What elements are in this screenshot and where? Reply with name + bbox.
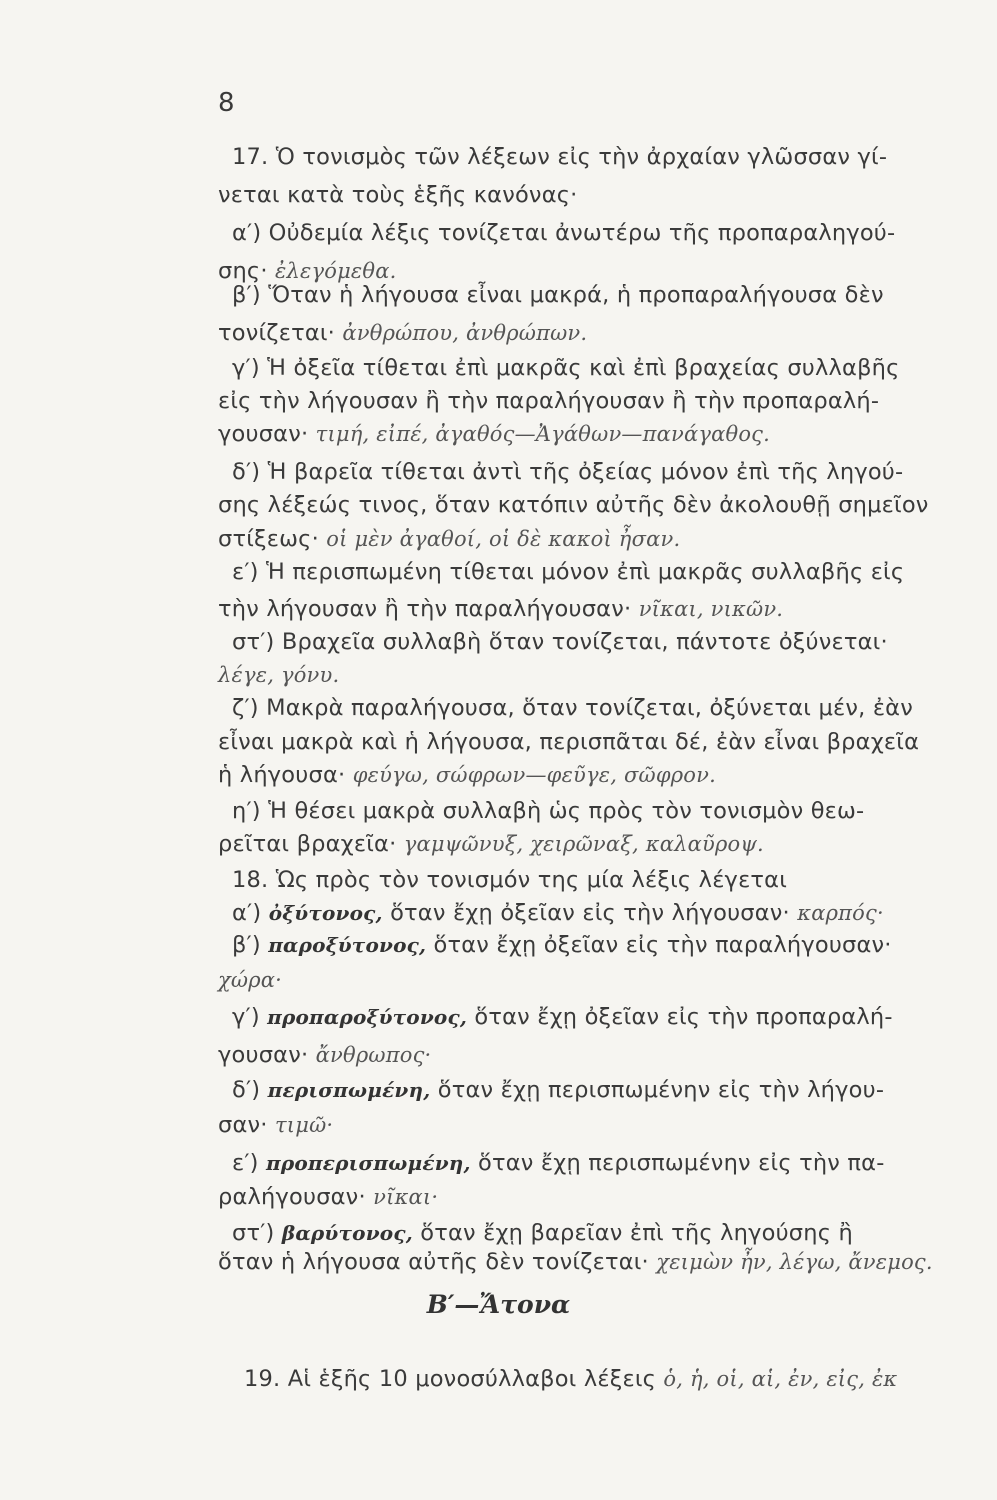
- text-line: [218, 386, 960, 416]
- line-text: 18. Ὡς πρὸς τὸν τονισμόν της μία λέξις λέγεται: [232, 867, 788, 893]
- line-example: τιμῶ·: [274, 1113, 334, 1137]
- line-text: εἶναι μακρὰ καὶ ἡ λήγουσα, περισπᾶται δέ, ἐὰν εἶναι βραχεῖα: [218, 729, 920, 755]
- term-bold: ὀξύτονος,: [268, 901, 383, 925]
- line-text: ὅταν ἔχῃ ὀξεῖαν εἰς τὴν λήγουσαν·: [390, 900, 790, 926]
- text-line-last: [244, 1364, 986, 1394]
- line-text: ὅταν ἔχῃ περισπωμένην εἰς τὴν λήγου-: [437, 1077, 885, 1103]
- line-text: γουσαν·: [218, 1042, 309, 1068]
- line-text: α′) Οὐδεμία λέξις τονίζεται ἀνωτέρω τῆς προπαραληγού-: [232, 220, 896, 246]
- text-line: [232, 1218, 974, 1248]
- line-example: ἄνθρωπος·: [315, 1043, 432, 1067]
- text-line: [232, 1075, 974, 1105]
- line-example: καρπός·: [797, 901, 884, 925]
- text-line: [218, 1247, 960, 1277]
- line-text: τονίζεται·: [218, 320, 336, 346]
- text-line: [218, 760, 960, 790]
- text-line: [232, 218, 974, 248]
- line-text: σης·: [218, 258, 268, 284]
- text-line: [232, 457, 974, 487]
- text-line: [218, 829, 960, 859]
- line-example: οἱ μὲν ἀγαθοί, οἱ δὲ κακοὶ ἦσαν.: [326, 527, 681, 551]
- text-line: [232, 930, 974, 960]
- text-line: [232, 280, 974, 310]
- line-example: ὁ, ἡ, οἱ, αἱ, ἐν, εἰς, ἐκ: [663, 1367, 898, 1391]
- text-line: [232, 1148, 974, 1178]
- text-line: [218, 419, 960, 449]
- line-example: τιμή, εἰπέ, ἀγαθός—Ἀγάθων—πανάγαθος.: [315, 422, 771, 446]
- line-example: νῖκαι, νικῶν.: [638, 597, 784, 621]
- line-example: χειμὼν ἦν, λέγω, ἄνεμος.: [656, 1250, 933, 1274]
- line-text: ὅταν ἔχῃ περισπωμένην εἰς τὴν πα-: [478, 1150, 885, 1176]
- text-line: [218, 660, 960, 690]
- line-text: β′): [232, 932, 261, 958]
- text-line: [218, 1182, 960, 1212]
- line-text: ε′): [232, 1150, 259, 1176]
- line-text: ὅταν ἔχῃ ὀξεῖαν εἰς τὴν παραλήγουσαν·: [433, 932, 892, 958]
- line-text: τὴν λήγουσαν ἢ τὴν παραλήγουσαν·: [218, 596, 632, 622]
- line-text: ζ′) Μακρὰ παραλήγουσα, ὅταν τονίζεται, ὀξύνεται μέν, ἐὰν: [232, 695, 913, 721]
- line-text: ὅταν ἡ λήγουσα αὐτῆς δὲν τονίζεται·: [218, 1249, 649, 1275]
- line-text: δ′): [232, 1077, 261, 1103]
- line-text: στ′) Βραχεῖα συλλαβὴ ὅταν τονίζεται, πάντοτε ὀξύνεται·: [232, 629, 888, 655]
- text-line: [232, 557, 974, 587]
- page-number: 8: [218, 88, 235, 118]
- text-line: [232, 353, 974, 383]
- text-line: [232, 796, 974, 826]
- line-text: ρεῖται βραχεῖα·: [218, 831, 397, 857]
- line-text: ὅταν ἔχῃ ὀξεῖαν εἰς τὴν προπαραλή-: [474, 1004, 893, 1030]
- term-bold: προπερισπωμένη,: [266, 1151, 471, 1175]
- line-text: γ′): [232, 1004, 260, 1030]
- line-example: γαμψῶνυξ, χειρῶναξ, καλαῦροψ.: [403, 832, 764, 856]
- text-line: [218, 1040, 960, 1070]
- text-line: [218, 318, 960, 348]
- text-line: [218, 180, 960, 210]
- text-line: [218, 1110, 960, 1140]
- line-text: νεται κατὰ τοὺς ἑξῆς κανόνας·: [218, 182, 578, 208]
- line-text: εἰς τὴν λήγουσαν ἢ τὴν παραλήγουσαν ἢ τὴν προπαραλή-: [218, 388, 880, 414]
- line-text: σης λέξεώς τινος, ὅταν κατόπιν αὐτῆς δὲν ἀκολουθῇ σημεῖον: [218, 492, 929, 518]
- line-text: σαν·: [218, 1112, 268, 1138]
- line-text: β′) Ὅταν ἡ λήγουσα εἶναι μακρά, ἡ προπαραλήγουσα δὲν: [232, 282, 884, 308]
- line-text: ε′) Ἡ περισπωμένη τίθεται μόνον ἐπὶ μακρᾶς συλλαβῆς εἰς: [232, 559, 905, 585]
- term-bold: βαρύτονος,: [281, 1221, 413, 1245]
- line-example: νῖκαι·: [373, 1185, 439, 1209]
- text-line: [218, 727, 960, 757]
- term-bold: περισπωμένη,: [267, 1078, 431, 1102]
- line-text: ἡ λήγουσα·: [218, 762, 346, 788]
- text-line: [232, 693, 974, 723]
- term-bold: παροξύτονος,: [268, 933, 427, 957]
- text-line: [232, 898, 974, 928]
- line-text: γ′) Ἡ ὀξεῖα τίθεται ἐπὶ μακρᾶς καὶ ἐπὶ βραχείας συλλαβῆς: [232, 355, 900, 381]
- line-text: α′): [232, 900, 262, 926]
- line-example: χώρα·: [218, 968, 283, 992]
- line-text: στίξεως·: [218, 526, 319, 552]
- text-line: [232, 1002, 974, 1032]
- text-line: [232, 865, 974, 895]
- text-line: [232, 142, 974, 172]
- line-example: ἀνθρώπου, ἀνθρώπων.: [342, 321, 588, 345]
- line-example: ἐλεγόμεθα.: [275, 259, 397, 283]
- section-heading: Β′—Ἄτονα: [426, 1290, 571, 1319]
- text-line: [218, 490, 960, 520]
- line-text: ραλήγουσαν·: [218, 1184, 366, 1210]
- line-text: η′) Ἡ θέσει μακρὰ συλλαβὴ ὡς πρὸς τὸν τονισμὸν θεω-: [232, 798, 865, 824]
- line-text: 19. Αἱ ἑξῆς 10 μονοσύλλαβοι λέξεις: [244, 1366, 657, 1392]
- text-line: [232, 627, 974, 657]
- text-line: [218, 594, 960, 624]
- line-text: στ′): [232, 1220, 275, 1246]
- line-text: 17. Ὁ τονισμὸς τῶν λέξεων εἰς τὴν ἀρχαίαν γλῶσσαν γί-: [232, 144, 888, 170]
- line-text: γουσαν·: [218, 421, 309, 447]
- text-line: [218, 524, 960, 554]
- line-example: λέγε, γόνυ.: [218, 663, 340, 687]
- line-example: φεύγω, σώφρων—φεῦγε, σῶφρον.: [352, 763, 716, 787]
- line-text: ὅταν ἔχῃ βαρεῖαν ἐπὶ τῆς ληγούσης ἢ: [420, 1220, 853, 1246]
- line-text: δ′) Ἡ βαρεῖα τίθεται ἀντὶ τῆς ὀξείας μόνον ἐπὶ τῆς ληγού-: [232, 459, 904, 485]
- term-bold: προπαροξύτονος,: [267, 1005, 467, 1029]
- text-line: [218, 965, 960, 995]
